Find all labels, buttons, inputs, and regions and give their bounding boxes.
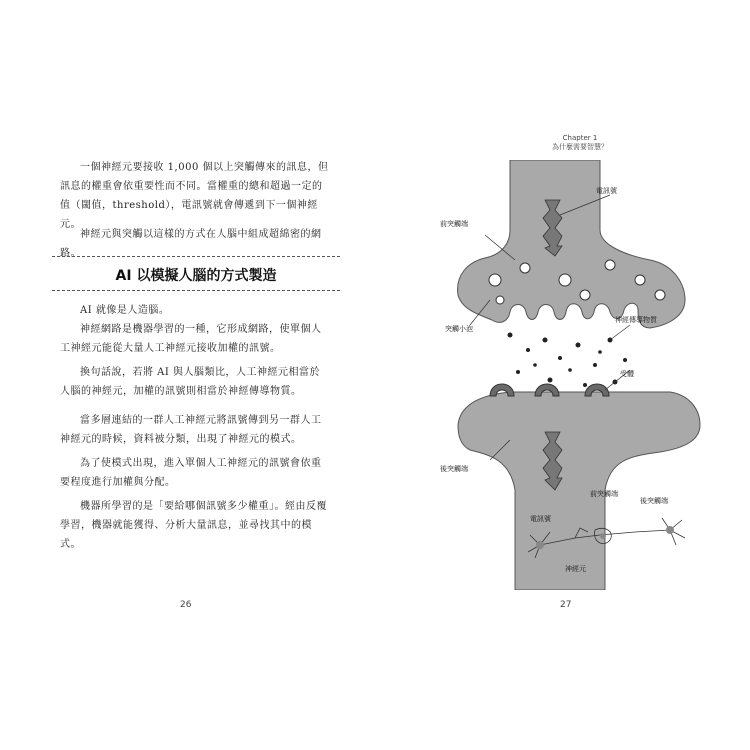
paragraph: 神經元與突觸以這樣的方式在人腦中組成超綿密的網路。 — [60, 229, 322, 259]
chapter-label: Chapter 1 — [562, 134, 598, 142]
section-title: AI 以模擬人腦的方式製造 — [115, 268, 277, 284]
paragraph: 當多層連結的一群人工神經元將訊號傳到另一群人工神經元的時候，資料被分類，出現了神經元的模式。 — [60, 415, 322, 445]
label-small-presynaptic: 前突觸端 — [590, 490, 618, 498]
paragraph: 換句話說，若將 AI 與人腦類比，人工神經元相當於人腦的神經元，加權的訊號則相當於神經傳導物質。 — [60, 367, 321, 397]
label-postsynaptic-terminal: 後突觸端 — [440, 465, 468, 473]
presynaptic-terminal-shape — [458, 160, 685, 328]
paragraph: 一個神經元要接收 1,000 個以上突觸傳來的訊息，但訊息的權重會依重要性而不同。當權重的總和超過一定的值（閾值，threshold），電訊號就會傳遞到下一個神經元。 — [60, 162, 329, 230]
paragraph: 為了使模式出現，進入單個人工神經元的訊號會依重要程度進行加權與分配。 — [60, 458, 322, 488]
label-electric-signal: 電訊號 — [596, 187, 617, 195]
chapter-header — [520, 134, 640, 152]
label-neuron: 神經元 — [565, 565, 586, 573]
section-divider-bottom — [52, 290, 340, 291]
paragraph: 機器所學習的是「要給哪個訊號多少權重」。經由反覆學習，機器就能獲得、分析大量訊息，並尋找其中的模式。 — [60, 501, 327, 550]
paragraph: AI 就像是人造腦。 — [80, 305, 170, 316]
label-receptor: 受體 — [620, 370, 634, 378]
label-small-electric-signal: 電訊號 — [530, 515, 551, 523]
postsynaptic-terminal-shape — [458, 392, 700, 590]
chapter-subtitle: 為什麼需要智慧？ — [552, 143, 608, 151]
page-number: 26 — [180, 600, 192, 610]
label-small-postsynaptic: 後突觸端 — [640, 497, 668, 505]
paragraph: 神經網路是機器學習的一種，它形成網路，使單個人工神經元能從大量人工神經元接收加權的訊號。 — [60, 324, 322, 354]
neurotransmitter-particles — [508, 333, 628, 388]
label-synaptic-vesicle: 突觸小泡 — [445, 325, 473, 333]
section-divider-top — [52, 256, 340, 257]
label-neurotransmitter: 神經傳導物質 — [615, 316, 657, 324]
label-presynaptic-terminal: 前突觸端 — [440, 220, 468, 228]
page-number: 27 — [560, 600, 572, 610]
